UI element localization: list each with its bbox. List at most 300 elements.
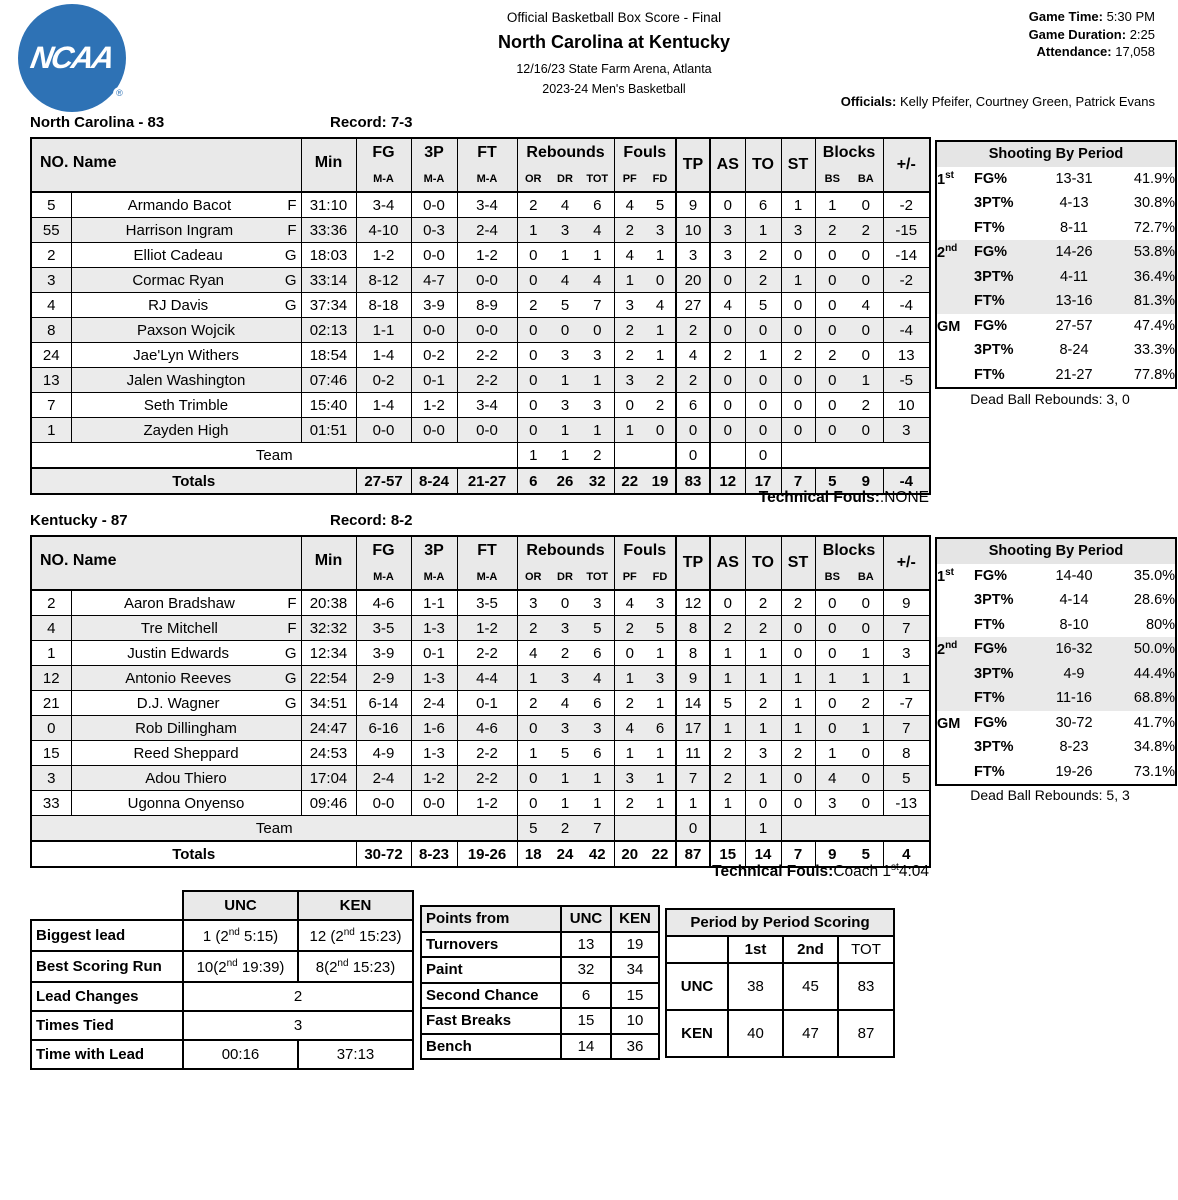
steals-cell: 1 [781,691,815,716]
assists-cell: 0 [710,192,745,218]
turnovers-cell: 1 [745,343,781,368]
col-no-name: NO. Name [31,536,301,590]
biggest-lead-unc: 1 (2nd 5:15) [183,920,298,951]
oreb-cell: 2 [517,192,549,218]
percentage: 33.3% [1133,342,1176,359]
treb-cell: 7 [581,293,614,318]
player-name-text: Harrison Ingram [125,221,234,239]
points-from-row [421,957,659,983]
col-tot: TOT [581,564,614,590]
player-name [71,666,301,691]
assists-cell: 1 [710,716,745,741]
made-attempted: 14-26 [1036,240,1112,265]
turnovers-cell: 0 [745,418,781,443]
stat-label: 3PT% [974,342,1014,359]
dreb-cell: 5 [549,293,581,318]
period-label: 1st [937,566,954,585]
player-name-text: Elliot Cadeau [133,246,223,264]
blocks-against-cell: 1 [849,716,883,741]
points-from-ken: 19 [611,932,659,958]
dreb-cell: 2 [549,816,581,842]
pf-cell: 1 [614,268,645,293]
ncaa-logo-icon [18,4,126,112]
assists-total: 15 [710,841,745,867]
player-name-text: Cormac Ryan [132,271,225,289]
percentage: 81.3% [1112,289,1176,314]
col-tp: TP [676,138,710,192]
period-label [936,588,974,613]
made-attempted: 14-40 [1055,567,1093,584]
fd-cell: 2 [645,393,676,418]
shooting-row [936,760,1176,786]
time-with-lead-label: Time with Lead [31,1040,183,1069]
blocks-against-cell: 0 [849,766,883,791]
steals-cell: 0 [781,293,815,318]
fd-cell: 3 [645,218,676,243]
stat-label: FT% [974,366,1005,383]
ft-total: 21-27 [457,468,517,494]
percentage: 77.8% [1133,366,1176,383]
assists-cell [710,816,745,842]
col-3p: 3P [411,536,457,564]
blocks-total: 9 [815,841,849,867]
period-label: 2nd [936,240,974,265]
made-attempted: 30-72 [1055,714,1093,731]
stat-label: 3PT% [974,662,1036,687]
turnovers-cell: 0 [745,368,781,393]
totals-label: Totals [31,468,356,494]
percentage: 44.4% [1112,662,1176,687]
points-from-unc: 6 [561,983,611,1009]
pf-cell: 4 [614,243,645,268]
plusminus-cell: 10 [883,393,930,418]
treb-cell: 4 [581,666,614,691]
player-number: 1 [31,418,71,443]
blocks-against-cell: 0 [849,418,883,443]
player-number: 1 [31,641,71,666]
unc-team-heading [30,114,929,132]
turnovers-total: 17 [745,468,781,494]
fd-cell: 3 [645,666,676,691]
player-position: G [284,644,297,662]
threep-cell: 1-3 [411,741,457,766]
ft-cell: 4-6 [457,716,517,741]
assists-total: 12 [710,468,745,494]
threep-cell: 0-0 [411,243,457,268]
dreb-cell: 1 [549,443,581,469]
oreb-cell: 0 [517,393,549,418]
player-row [31,666,930,691]
col-to: TO [745,138,781,192]
threep-cell: 1-3 [411,616,457,641]
pf-cell: 0 [614,393,645,418]
percentage: 35.0% [1133,567,1176,584]
points-cell: 20 [676,268,710,293]
points-cell: 27 [676,293,710,318]
percentage: 80% [1146,616,1176,633]
blocks-against-cell: 0 [849,243,883,268]
minutes-cell: 22:54 [301,666,356,691]
time-with-lead-ken: 37:13 [298,1040,413,1069]
pf-cell: 2 [614,616,645,641]
col-plusminus: +/- [883,536,930,590]
blocks-against-cell: 2 [849,691,883,716]
threep-cell: 1-2 [411,766,457,791]
steals-cell: 1 [781,716,815,741]
player-number: 21 [31,691,71,716]
player-position: F [287,221,297,239]
points-from-label: Second Chance [421,983,561,1009]
turnovers-cell: 1 [745,816,781,842]
blocks-cell: 0 [815,393,849,418]
dreb-cell: 3 [549,218,581,243]
points-from-label: Paint [421,957,561,983]
player-name-text: Seth Trimble [143,396,229,414]
percentage: 73.1% [1133,763,1176,780]
dreb-cell: 3 [549,616,581,641]
blocks-cell: 3 [815,791,849,816]
steals-cell: 3 [781,218,815,243]
threep-cell: 1-3 [411,666,457,691]
shooting-row [936,216,1176,241]
assists-cell: 1 [710,641,745,666]
plusminus-cell: -13 [883,791,930,816]
ft-cell: 3-4 [457,393,517,418]
assists-cell: 5 [710,691,745,716]
assists-cell: 2 [710,741,745,766]
col-plusminus: +/- [883,138,930,192]
player-name-text: Justin Edwards [127,644,230,662]
ken-team-name: Kentucky - 87 [30,512,128,529]
plusminus-cell: -2 [883,192,930,218]
made-attempted: 11-16 [1036,686,1112,711]
treb-cell: 3 [581,343,614,368]
blocks-cell: 1 [815,666,849,691]
points-from-row [421,1034,659,1060]
col-blocks: Blocks [815,138,883,166]
steals-cell: 1 [781,192,815,218]
blocks-against-cell: 0 [849,741,883,766]
player-row [31,268,930,293]
threep-cell: 3-9 [411,293,457,318]
unc-record: Record: 7-3 [330,114,413,131]
col-pf: PF [614,564,645,590]
steals-cell: 1 [781,666,815,691]
fd-cell: 1 [645,243,676,268]
assists-cell: 3 [710,243,745,268]
points-from-label: Fast Breaks [421,1008,561,1034]
ft-cell: 0-0 [457,268,517,293]
points-cell: 0 [676,418,710,443]
fg-cell: 6-14 [356,691,411,716]
treb-cell: 1 [581,766,614,791]
fd-total: 19 [645,468,676,494]
attendance: Attendance: 17,058 [1036,44,1155,59]
made-attempted: 13-16 [1036,289,1112,314]
player-position: G [284,296,297,314]
plusminus-cell: 3 [883,418,930,443]
fd-cell: 4 [645,293,676,318]
blocks-against-cell: 1 [849,666,883,691]
pp-col-2nd: 2nd [783,936,838,963]
stat-label: FG% [974,637,1036,662]
oreb-cell: 1 [517,666,549,691]
player-row [31,590,930,616]
blocks-cell: 2 [815,218,849,243]
dreb-cell: 4 [549,268,581,293]
period-label [936,265,974,290]
col-to: TO [745,536,781,590]
pf-cell: 3 [614,766,645,791]
plusminus-cell: 7 [883,716,930,741]
fg-cell: 1-4 [356,393,411,418]
steals-cell: 2 [781,741,815,766]
pp-col-1st: 1st [728,936,783,963]
biggest-lead-label: Biggest lead [31,920,183,951]
blocks-cell: 0 [815,368,849,393]
col-rebounds: Rebounds [517,138,614,166]
col-fg-ma: M-A [356,166,411,192]
threep-cell: 0-0 [411,418,457,443]
player-number: 8 [31,318,71,343]
dreb-cell: 3 [549,716,581,741]
col-st: ST [781,138,815,192]
period-label [936,363,974,389]
ft-cell: 2-2 [457,343,517,368]
assists-cell: 0 [710,318,745,343]
pf-total: 22 [614,468,645,494]
dreb-cell: 3 [549,666,581,691]
ft-cell: 2-2 [457,641,517,666]
minutes-cell: 34:51 [301,691,356,716]
ft-cell: 1-2 [457,243,517,268]
plusminus-total: -4 [883,468,930,494]
minutes-cell: 37:34 [301,293,356,318]
steals-cell: 2 [781,343,815,368]
game-flow-table [30,890,414,1070]
points-cell: 12 [676,590,710,616]
player-name-text: Reed Sheppard [133,744,239,762]
player-number: 5 [31,192,71,218]
player-row [31,766,930,791]
player-row [31,318,930,343]
points-from-ken: 10 [611,1008,659,1034]
player-number: 55 [31,218,71,243]
steals-cell: 0 [781,641,815,666]
points-from-ken: 34 [611,957,659,983]
unc-team-name: North Carolina - 83 [30,114,165,131]
player-row [31,641,930,666]
points-from-unc: 15 [561,1008,611,1034]
made-attempted: 4-14 [1059,592,1089,609]
fg-cell: 4-9 [356,741,411,766]
period-scoring-row [666,1010,894,1057]
dreb-cell: 3 [549,393,581,418]
dreb-cell: 3 [549,343,581,368]
pf-cell: 0 [614,641,645,666]
player-name [71,766,301,791]
pf-cell: 4 [614,590,645,616]
pf-cell: 1 [614,666,645,691]
scoring-run-unc: 10(2nd 19:39) [183,951,298,982]
turnovers-cell: 0 [745,393,781,418]
player-number: 2 [31,590,71,616]
player-row [31,293,930,318]
ken-shooting-table [935,537,1177,786]
game-time: Game Time: 5:30 PM [1028,9,1155,24]
player-row [31,393,930,418]
oreb-total: 18 [517,841,549,867]
team-abbrev: KEN [666,1010,728,1057]
turnovers-total: 14 [745,841,781,867]
blocks-cell: 0 [815,418,849,443]
fd-cell: 3 [645,590,676,616]
percentage: 41.7% [1133,714,1176,731]
turnovers-cell: 3 [745,741,781,766]
player-number: 33 [31,791,71,816]
points-from-unc: 32 [561,957,611,983]
player-name [71,218,301,243]
assists-cell: 0 [710,268,745,293]
empty-cell [31,891,183,920]
steals-cell: 0 [781,393,815,418]
col-min: Min [301,536,356,590]
steals-total: 7 [781,468,815,494]
shooting-row [936,265,1176,290]
blocks-cell: 0 [815,691,849,716]
fg-total: 27-57 [356,468,411,494]
pf-total: 20 [614,841,645,867]
fg-cell: 2-4 [356,766,411,791]
player-name-text: Tre Mitchell [140,619,218,637]
made-attempted: 4-11 [1036,265,1112,290]
plusminus-cell: 7 [883,616,930,641]
points-from-label: Turnovers [421,932,561,958]
made-attempted: 8-11 [1060,219,1088,236]
col-fouls: Fouls [614,138,676,166]
treb-total: 42 [581,841,614,867]
period-label: GM [937,318,961,335]
fd-cell: 1 [645,741,676,766]
report-type: Official Basketball Box Score - Final [506,10,722,25]
col-fd: FD [645,564,676,590]
minutes-cell: 18:54 [301,343,356,368]
shooting-row [936,686,1176,711]
steals-cell: 0 [781,243,815,268]
oreb-cell: 0 [517,368,549,393]
treb-cell: 5 [581,616,614,641]
dreb-cell: 1 [549,791,581,816]
ft-total: 19-26 [457,841,517,867]
stat-label: FG% [974,240,1036,265]
blocks-against-cell: 1 [849,368,883,393]
game-title: North Carolina at Kentucky [497,32,731,52]
period-scoring-title: Period by Period Scoring [666,909,894,936]
fg-cell: 8-18 [356,293,411,318]
fg-total: 30-72 [356,841,411,867]
ft-cell: 2-2 [457,741,517,766]
points-cell: 4 [676,343,710,368]
oreb-cell: 0 [517,243,549,268]
threep-cell: 1-2 [411,393,457,418]
scoring-run-label: Best Scoring Run [31,951,183,982]
points-from-ken: 15 [611,983,659,1009]
pf-col-unc: UNC [561,906,611,932]
points-from-row [421,983,659,1009]
percentage: 28.6% [1133,592,1176,609]
player-name-text: Ugonna Onyenso [127,794,245,812]
assists-cell: 0 [710,590,745,616]
made-attempted: 8-24 [1059,342,1089,359]
player-number: 2 [31,243,71,268]
game-header [379,10,849,96]
turnovers-cell: 2 [745,691,781,716]
percentage: 36.4% [1112,265,1176,290]
points-from-label: Bench [421,1034,561,1060]
player-name-text: Jae'Lyn Withers [133,346,239,364]
player-number: 4 [31,616,71,641]
minutes-cell: 24:53 [301,741,356,766]
player-name [71,192,301,218]
pf-cell: 1 [614,741,645,766]
player-number: 3 [31,268,71,293]
fg-cell: 1-1 [356,318,411,343]
pf-cell: 1 [614,418,645,443]
player-name [71,741,301,766]
col-3p-ma: M-A [411,166,457,192]
oreb-cell: 0 [517,418,549,443]
player-row [31,218,930,243]
fd-cell: 1 [645,641,676,666]
turnovers-cell: 5 [745,293,781,318]
blocks-against-cell: 0 [849,590,883,616]
dreb-cell: 1 [549,368,581,393]
pf-cell: 2 [614,691,645,716]
treb-cell: 3 [581,716,614,741]
blocks-against-cell: 0 [849,616,883,641]
points-total: 87 [676,841,710,867]
col-dr: DR [549,564,581,590]
ft-cell: 0-1 [457,691,517,716]
treb-cell: 4 [581,218,614,243]
stat-label: FT% [974,763,1005,780]
oreb-cell: 2 [517,293,549,318]
plusminus-cell: 9 [883,590,930,616]
treb-cell: 4 [581,268,614,293]
ft-cell: 2-2 [457,368,517,393]
period-label [936,662,974,687]
pf-cell: 4 [614,716,645,741]
biggest-lead-ken: 12 (2nd 15:23) [298,920,413,951]
treb-cell: 1 [581,791,614,816]
plusminus-cell: -4 [883,293,930,318]
col-fouls: Fouls [614,536,676,564]
plusminus-cell: -4 [883,318,930,343]
blocks-cell: 0 [815,641,849,666]
plusminus-cell: -7 [883,691,930,716]
points-cell: 9 [676,192,710,218]
player-number: 15 [31,741,71,766]
col-ft-ma: M-A [457,166,517,192]
minutes-cell: 07:46 [301,368,356,393]
player-name-text: RJ Davis [148,296,209,314]
team-abbrev: UNC [666,963,728,1010]
col-ba: BA [849,564,883,590]
fd-cell: 0 [645,418,676,443]
ft-cell: 3-5 [457,590,517,616]
total-points: 87 [838,1010,894,1057]
shooting-title: Shooting By Period [936,538,1176,564]
